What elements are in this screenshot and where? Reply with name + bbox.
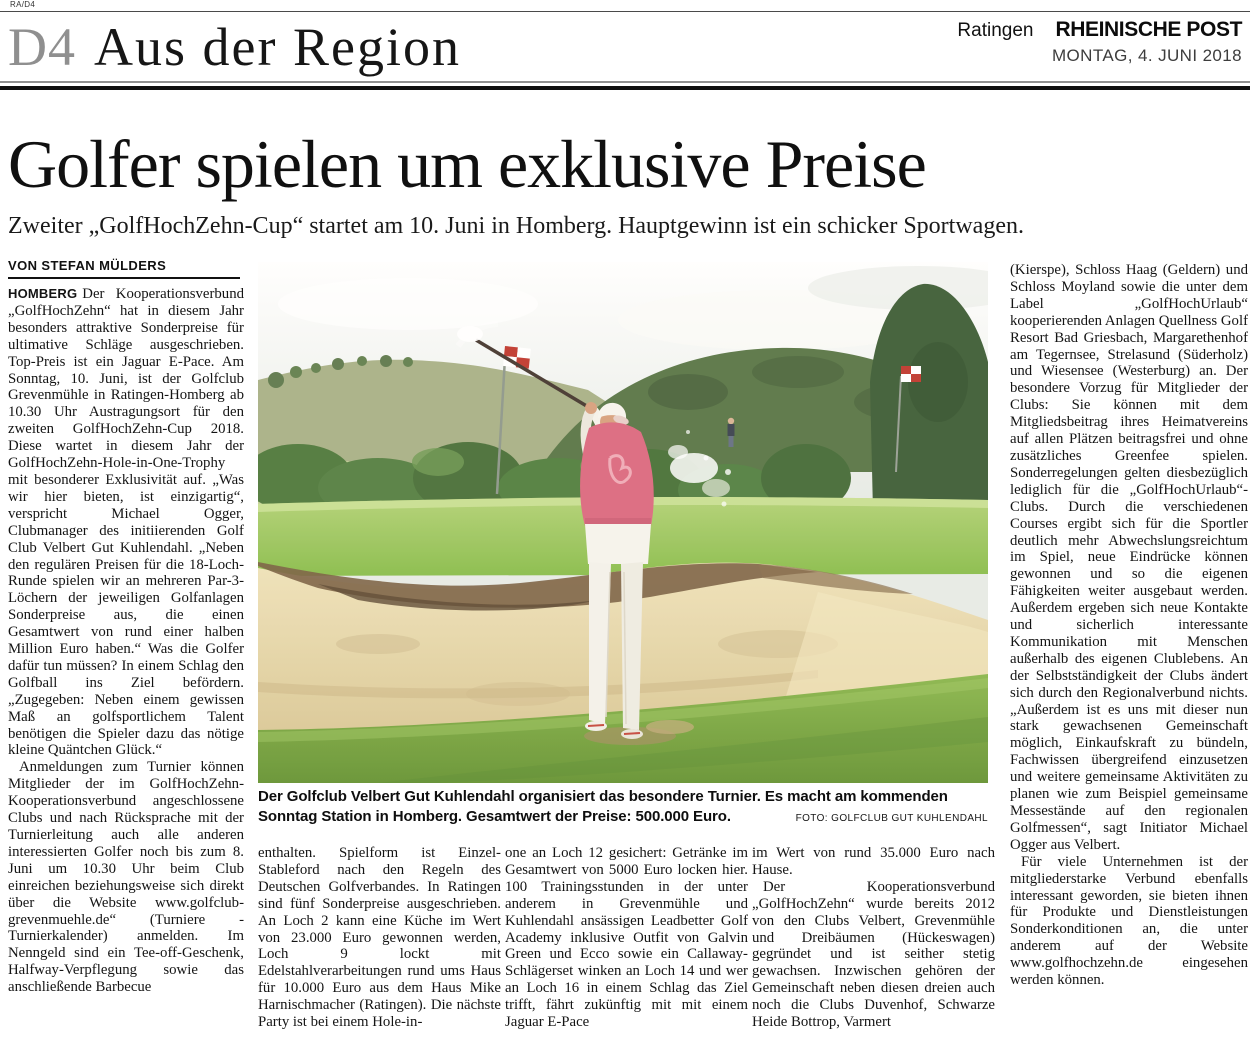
article-subhead: Zweiter „GolfHochZehn-Cup“ startet am 10. Juni in Homberg. Hauptgewinn ist ein schicker Sportwagen.	[8, 213, 1024, 239]
paragraph: Anmeldungen zum Turnier können Mitglieder der im GolfHochZehn-Kooperationsverbund angeschlossene Clubs und nach Rücksprache mit der Turnierleitung auch alle anderen interessierten Golfer noch bis zum 8. Juni um 10.30 Uhr beim Club einreichen beziehungsweise sich direkt über die Website www.golfclub-grevenmuehle.de“ (Turniere - Turnierkalender) anmelden. Im Nenngeld sind ein Tee-off-Geschenk, Halfway-Verpflegung sowie das anschließende Barbecue	[8, 759, 244, 996]
photo-caption-block	[258, 787, 988, 827]
photo-illustration	[258, 262, 988, 783]
article-photo	[258, 262, 988, 783]
section-title: Aus der Region	[94, 17, 461, 77]
header-rule-black	[0, 86, 1250, 90]
article-headline: Golfer spielen um exklusive Preise	[8, 126, 926, 202]
paragraph: Für viele Unternehmen ist der mitgliederstarke Verbund ebenfalls interessant geworden, sie bieten ihnen für Produkte und Dienstleistungen Sonderkonditionen an, die unter anderem auf der Website www.golfhochzehn.de eingesehen werden können.	[1010, 853, 1248, 989]
body-column-4	[752, 845, 995, 1038]
paragraph: im Wert von rund 35.000 Euro nach Hause.	[752, 845, 995, 878]
paragraph: Der Kooperationsverbund „GolfHochZehn“ wurde bereits 2012 von den Clubs Velbert, Grevenmühle und Dreibäumen (Hückeswagen) gegründet und ist seither stetig gewachsen. Inzwischen gehören der Gemeinschaft neben diesen dreien auch noch die Clubs Duvenhof, Schwarze Heide Bottrop, Varmert	[752, 878, 995, 1031]
top-hairline	[0, 11, 1250, 12]
body-column-1	[8, 286, 244, 1038]
paragraph: (Kierspe), Schloss Haag (Geldern) und Schloss Moyland sowie die unter dem Label „GolfHochUrlaub“ kooperierenden Anlagen Quellness Golf Resort Bad Griesbach, Margarethenhof am Tegernsee, Strelasund (Süderholz) und Wiesensee (Westerburg) an. Der besondere Vorzug für Mitglieder der Clubs: Sie können mit dem Mitgliedsbeitrag ihres Heimatvereins auf allen Plätzen beitragsfrei und ohne zusätzliches Greenfee spielen. Sonderregelungen gelten diesbezüglich lediglich für die „GolfHochUrlaub“-Clubs. Durch die verschiedenen Courses ergibt sich für die Sportler deutlich mehr Abwechslungsreichtum im Spiel, neue Eindrücke können gewonnen und so die eigenen Fähigkeiten weiter ausgebaut werden. Außerdem ergeben sich neue Kontakte und sicherlich interessante Kommunikation mit Menschen außerhalb des eigenen Clublebens. An der Selbstständigkeit der Clubs ändert sich durch den Regionalverbund nichts. „Außerdem ist es uns mit dieser nun stark gewachsenen Gemeinschaft möglich, Einkaufskraft zu bündeln, Fachwissen übergreifend einzusetzen und weitere gemeinsame Aktivitäten zu planen wie zum Beispiel gemeinsame Messestände auf den regionalen Golfmessen“, sagt Initiator Michael Ogger aus Velbert.	[1010, 262, 1248, 853]
paragraph	[8, 286, 244, 759]
paragraph: one an Loch 12 gesichert: Getränke im Gesamtwert von 5000 Euro locken hier. 100 Trainingsstunden in der unter anderem in Grevenmühle und Kuhlendahl ansässigen Leadbetter Golf Academy inklusive Outfit von Galvin Green und Ecco sowie ein Callaway-Schlägerset winken an Loch 14 und wer an Loch 16 in einem Schlag das Ziel trifft, fährt zukünftig mit mit einem Jaguar E-Pace	[505, 845, 748, 1031]
section-header	[8, 16, 461, 78]
byline-rule	[8, 277, 240, 279]
article-byline: VON STEFAN MÜLDERS	[8, 258, 167, 273]
paragraph-text: Der Kooperationsverbund „GolfHochZehn“ hat in diesem Jahr besonders attraktive Sonderpreise für ultimative Schläge ausgeschrieben. Top-Preis ist ein Jaguar E-Pace. Am Sonntag, 10. Juni, ist der Golfclub Grevenmühle in Ratingen-Homberg ab 10.30 Uhr Austragungsort für den zweiten GolfHochZehn-Cup 2018. Diese wartet in diesem Jahr der GolfHochZehn-Hole-in-One-Trophy mit besonderer Exklusivität auf. „Was wir hier bieten, ist einzigartig“, verspricht Michael Ogger, Clubmanager des initiierenden Golf Club Velbert Gut Kuhlendahl. „Neben den regulären Preisen für die 18-Loch-Runde spielen wir an mehreren Par-3-Löchern der jeweiligen Golfanlagen Sonderpreise aus, die einen Gesamtwert von rund einer halben Million Euro haben.“ Was die Golfer dafür tun müssen? In einem Schlag den Golfball ins Ziel befördern. „Zugegeben: Neben einem gewissen Maß an golfsportlichem Talent benötigen die Spieler dazu das nötige kleine Quäntchen Glück.“	[8, 286, 244, 759]
paragraph: enthalten. Spielform ist Einzel-Stableford nach den Regeln des Deutschen Golfverbandes. In Ratingen sind fünf Sonderpreise ausgeschrieben. An Loch 2 kann eine Küche im Wert von 23.000 Euro gewonnen werden, Loch 9 lockt mit Edelstahlverarbeitungen rund ums Haus für 10.000 Euro aus dem Haus Mike Harnischmacher (Ratingen). Die nächste Party ist bei einem Hole-in-	[258, 845, 501, 1031]
dateline-lead-in: HOMBERG	[8, 286, 78, 301]
body-column-3	[505, 845, 748, 1038]
masthead-block	[957, 18, 1242, 66]
body-column-5	[1010, 262, 1248, 1038]
body-column-2	[258, 845, 501, 1038]
header-rule-gray	[0, 81, 1250, 83]
date-line: MONTAG, 4. JUNI 2018	[1051, 46, 1242, 65]
edition-label: Ratingen	[957, 20, 1034, 41]
section-code: D4	[8, 17, 76, 77]
photo-caption: Der Golfclub Velbert Gut Kuhlendahl organisiert das besondere Turnier. Es macht am kommenden Sonntag Station in Homberg. Gesamtwert der Preise: 500.000 Euro.	[258, 788, 948, 825]
page-slug: RA/D4	[10, 0, 36, 9]
paper-name: RHEINISCHE POST	[1055, 18, 1242, 41]
photo-credit: FOTO: GOLFCLUB GUT KUHLENDAHL	[795, 813, 988, 824]
